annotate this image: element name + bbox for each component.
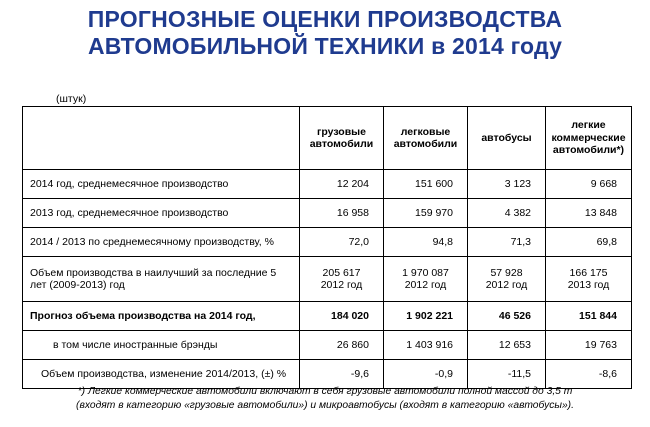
cell-cars: -0,9 <box>384 360 468 389</box>
table-row <box>23 302 632 331</box>
cell-cars: 1 902 221 <box>384 302 468 331</box>
cell-cars: 151 600 <box>384 170 468 199</box>
row-label: 2014 / 2013 по среднемесячному производству, % <box>23 228 300 257</box>
table-header-row <box>23 107 632 170</box>
cell-value: 1 970 087 <box>402 266 449 279</box>
cell-year: 2012 год <box>404 279 447 291</box>
cell-buses <box>468 257 546 302</box>
row-label: в том числе иностранные брэнды <box>23 331 300 360</box>
header-trucks: грузовые автомобили <box>300 107 384 170</box>
row-label: 2014 год, среднемесячное производство <box>23 170 300 199</box>
cell-buses: 4 382 <box>468 199 546 228</box>
cell-lcv: 19 763 <box>546 331 632 360</box>
production-table <box>22 106 632 389</box>
table-row <box>23 257 632 302</box>
cell-lcv <box>546 257 632 302</box>
row-label: Объем производства, изменение 2014/2013, (±) % <box>23 360 300 389</box>
header-empty <box>23 107 300 170</box>
header-buses: автобусы <box>468 107 546 170</box>
cell-lcv: 13 848 <box>546 199 632 228</box>
cell-trucks: 26 860 <box>300 331 384 360</box>
cell-cars: 94,8 <box>384 228 468 257</box>
cell-trucks: 16 958 <box>300 199 384 228</box>
table-row <box>23 170 632 199</box>
row-label: Объем производства в наилучший за последние 5 лет (2009-2013) год <box>23 257 300 302</box>
footnote-line-2: (входят в категорию «грузовые автомобили») и микроавтобусы (входят в категорию «автобусы»). <box>76 400 574 411</box>
cell-trucks: 72,0 <box>300 228 384 257</box>
cell-lcv: 9 668 <box>546 170 632 199</box>
cell-trucks <box>300 257 384 302</box>
title-line-2: АВТОМОБИЛЬНОЙ ТЕХНИКИ в 2014 году <box>87 33 563 59</box>
row-label: Прогноз объема производства на 2014 год, <box>23 302 300 331</box>
table-row <box>23 199 632 228</box>
cell-value: 205 617 <box>322 266 361 279</box>
table-row <box>23 331 632 360</box>
cell-year: 2013 год <box>567 279 610 291</box>
cell-buses: 46 526 <box>468 302 546 331</box>
cell-cars: 1 403 916 <box>384 331 468 360</box>
header-cars: легковые автомобили <box>384 107 468 170</box>
page-title <box>0 6 650 60</box>
cell-lcv: -8,6 <box>546 360 632 389</box>
title-line-1: ПРОГНОЗНЫЕ ОЦЕНКИ ПРОИЗВОДСТВА <box>87 6 563 32</box>
unit-label: (штук) <box>56 93 87 105</box>
cell-year: 2012 год <box>485 279 528 291</box>
cell-trucks: -9,6 <box>300 360 384 389</box>
cell-value: 57 928 <box>490 266 523 279</box>
cell-lcv: 69,8 <box>546 228 632 257</box>
cell-trucks: 12 204 <box>300 170 384 199</box>
cell-trucks: 184 020 <box>300 302 384 331</box>
cell-value: 166 175 <box>569 266 608 279</box>
cell-buses: 12 653 <box>468 331 546 360</box>
cell-buses: 3 123 <box>468 170 546 199</box>
cell-buses: 71,3 <box>468 228 546 257</box>
cell-buses: -11,5 <box>468 360 546 389</box>
cell-lcv: 151 844 <box>546 302 632 331</box>
cell-cars <box>384 257 468 302</box>
cell-year: 2012 год <box>320 279 363 291</box>
footnote <box>0 385 650 413</box>
table-row <box>23 228 632 257</box>
footnote-line-1: *) Легкие коммерческие автомобили включают в себя грузовые автомобили полной массой до 3,5 т <box>77 386 573 397</box>
row-label: 2013 год, среднемесячное производство <box>23 199 300 228</box>
header-lcv: легкие коммерческие автомобили*) <box>546 107 632 170</box>
cell-cars: 159 970 <box>384 199 468 228</box>
